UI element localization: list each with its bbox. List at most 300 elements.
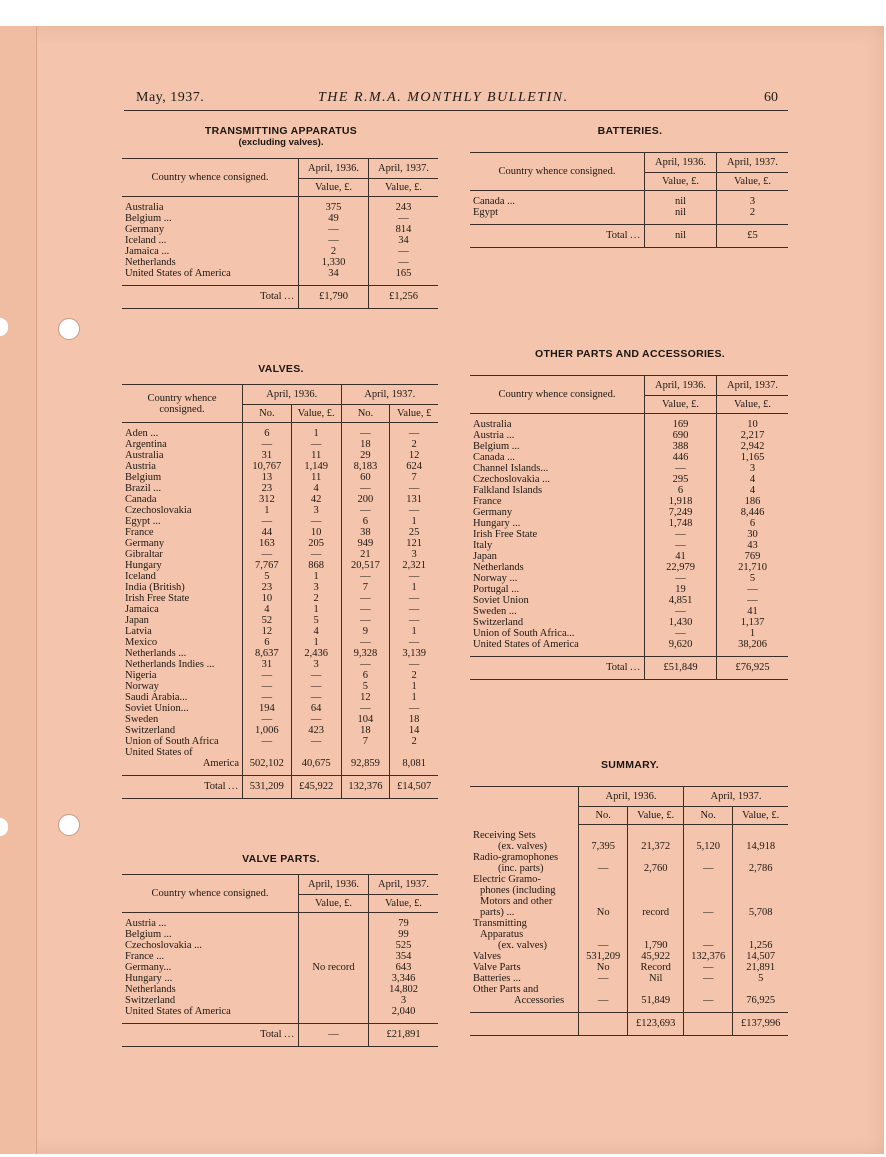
no-1936: 312 <box>243 494 292 505</box>
total-1936: £51,849 <box>645 657 717 680</box>
country-name: Norway ... <box>473 573 518 584</box>
country-header: Country whence consigned. <box>122 159 299 197</box>
value-1937: 8,081 <box>390 758 438 776</box>
april-1936-header: April, 1936. <box>645 376 717 396</box>
value-1936: 1 <box>291 571 341 582</box>
value-1937: 4 <box>717 474 788 485</box>
no-1937: 132,376 <box>684 951 733 962</box>
april-1937-header: April, 1937. <box>369 875 438 895</box>
category-label: Apparatus <box>480 928 524 940</box>
value-1937: 1,137 <box>717 617 788 628</box>
country-header <box>122 385 243 423</box>
value-1937: 8,446 <box>717 507 788 518</box>
no-header: No. <box>684 807 733 825</box>
table-row <box>122 962 438 973</box>
value-1937: 14,918 <box>733 841 788 852</box>
country-name: Hungary ... <box>125 973 173 984</box>
value-header: Value, £. <box>628 807 684 825</box>
country-name: Union of South Africa... <box>473 628 575 639</box>
value-1936: 9,620 <box>645 639 717 657</box>
country-name: Australia <box>125 450 164 461</box>
value-1936: — <box>299 235 369 246</box>
april-1937-header: April, 1937. <box>717 153 788 173</box>
no-1936: 13 <box>243 472 292 483</box>
country-name: Australia <box>473 419 512 430</box>
total-1936: — <box>299 1024 369 1047</box>
country-name: Japan <box>473 551 497 562</box>
value-1937: 6 <box>717 518 788 529</box>
category-label: Motors and other <box>480 895 553 907</box>
country-name: Czechoslovakia <box>125 505 192 516</box>
value-1936: 1,430 <box>645 617 717 628</box>
total-1937: £1,256 <box>369 286 438 309</box>
value-1937: 624 <box>390 461 438 472</box>
no-1937: 7 <box>341 736 390 747</box>
total-value-1937: £137,996 <box>733 1012 788 1035</box>
no-1936: 163 <box>243 538 292 549</box>
valves-table <box>122 384 438 799</box>
no-1937: 18 <box>341 439 390 450</box>
country-name: Sweden <box>125 714 159 725</box>
value-1937: 3 <box>717 191 788 208</box>
value-1936: — <box>299 224 369 235</box>
table-row <box>122 246 438 257</box>
value-1937: 34 <box>369 235 438 246</box>
table-row <box>470 918 788 929</box>
country-name: France ... <box>125 951 165 962</box>
country-name: Egypt ... <box>125 516 161 527</box>
no-1937: 21 <box>341 549 390 560</box>
table-row <box>470 496 788 507</box>
total-1936: nil <box>645 225 717 248</box>
no-1936: — <box>579 995 628 1013</box>
category-label: parts) ... <box>480 906 515 918</box>
table-row <box>470 852 788 863</box>
value-1937: 3 <box>369 995 438 1006</box>
transmitting-table <box>122 158 438 309</box>
value-1937: 14,802 <box>369 984 438 995</box>
table-row <box>122 758 438 776</box>
total-1937: £21,891 <box>369 1024 438 1047</box>
no-1937: — <box>341 505 390 516</box>
valves-title: VALVES. <box>258 363 304 375</box>
no-1937: — <box>684 907 733 918</box>
total-label: Total <box>204 781 226 792</box>
no-1937: — <box>684 940 733 951</box>
april-1937-header: April, 1937. <box>717 376 788 396</box>
value-1937: 131 <box>390 494 438 505</box>
table-row <box>470 874 788 885</box>
no-1937: — <box>684 863 733 874</box>
value-1937: 5 <box>733 973 788 984</box>
value-1936: — <box>291 439 341 450</box>
table-row <box>470 507 788 518</box>
country-header: Country whence consigned. <box>122 875 299 913</box>
value-header: Value, £. <box>645 173 717 191</box>
no-1936: — <box>579 863 628 874</box>
country-name: Argentina <box>125 439 167 450</box>
value-1937: 99 <box>369 929 438 940</box>
value-header: Value, £. <box>717 173 788 191</box>
category-label: (inc. parts) <box>498 862 544 874</box>
value-1936: Nil <box>628 973 684 984</box>
no-1936: — <box>243 714 292 725</box>
total-1937: £5 <box>717 225 788 248</box>
value-1936: — <box>645 606 717 617</box>
no-1937: 92,859 <box>341 758 390 776</box>
no-record-note: No record <box>299 962 369 973</box>
value-1936: 6 <box>645 485 717 496</box>
country-name: Hungary <box>125 560 162 571</box>
value-1937: — <box>369 246 438 257</box>
value-1937: 1 <box>390 516 438 527</box>
value-header: Value, £. <box>291 405 341 423</box>
table-row <box>470 430 788 441</box>
total-label: Total <box>260 291 282 302</box>
value-header: Value, £. <box>369 895 438 913</box>
table-row <box>470 207 788 225</box>
april-1936-header: April, 1936. <box>645 153 717 173</box>
no-1936: — <box>243 549 292 560</box>
value-1937: 769 <box>717 551 788 562</box>
no-1937: 29 <box>341 450 390 461</box>
category-label: Valve Parts <box>473 961 521 973</box>
value-1936: 41 <box>645 551 717 562</box>
no-1937: — <box>684 962 733 973</box>
value-1936: — <box>291 681 341 692</box>
table-row <box>122 571 438 582</box>
table-row <box>470 984 788 995</box>
country-name: Czechoslovakia ... <box>473 474 550 485</box>
category-label: Transmitting <box>473 917 527 929</box>
country-header-line2: consigned. <box>159 403 205 415</box>
no-header: No. <box>579 807 628 825</box>
valve-parts-title: VALVE PARTS. <box>242 853 320 865</box>
value-1937: 2 <box>717 207 788 225</box>
total-row: Total ... nil £5 <box>470 225 788 248</box>
table-row <box>470 606 788 617</box>
table-row-continued <box>470 929 788 940</box>
page-number: 60 <box>764 90 778 105</box>
value-header: Value, £. <box>369 179 438 197</box>
value-1937: — <box>390 423 438 440</box>
no-1937: — <box>341 604 390 615</box>
no-1936: 194 <box>243 703 292 714</box>
table-row <box>470 414 788 431</box>
april-1937-header: April, 1937. <box>369 159 438 179</box>
no-1937: 6 <box>341 516 390 527</box>
table-row <box>122 268 438 286</box>
value-1937: 1 <box>390 582 438 593</box>
value-1937: 2 <box>390 736 438 747</box>
category-label: Valves <box>473 950 501 962</box>
value-1937: — <box>717 595 788 606</box>
total-row: Total ... 531,209 £45,922 132,376 £14,507 <box>122 776 438 799</box>
value-1936: — <box>291 670 341 681</box>
no-1936: — <box>243 670 292 681</box>
no-1936: 31 <box>243 659 292 670</box>
no-1937: 20,517 <box>341 560 390 571</box>
value-1937: 79 <box>369 913 438 930</box>
table-row-continued <box>470 885 788 896</box>
value-1936: 446 <box>645 452 717 463</box>
value-header: Value, £. <box>733 807 788 825</box>
value-1937: — <box>390 615 438 626</box>
value-1937: — <box>369 213 438 224</box>
table-row <box>122 626 438 637</box>
table-row <box>122 224 438 235</box>
table-row <box>470 595 788 606</box>
total-row: Total ... — £21,891 <box>122 1024 438 1047</box>
table-row <box>470 518 788 529</box>
country-name: Canada ... <box>473 452 515 463</box>
no-1936: 12 <box>243 626 292 637</box>
table-row <box>470 617 788 628</box>
value-1936: — <box>291 736 341 747</box>
table-row <box>122 593 438 604</box>
no-header: No. <box>243 405 292 423</box>
table-row <box>122 461 438 472</box>
value-1937: 2 <box>390 439 438 450</box>
country-name: France <box>473 496 502 507</box>
table-row <box>122 1006 438 1024</box>
value-1936: 64 <box>291 703 341 714</box>
table-row <box>122 670 438 681</box>
category-label: Other Parts and <box>473 983 539 995</box>
value-1937: — <box>390 604 438 615</box>
country-name: Italy <box>473 540 493 551</box>
table-row <box>122 527 438 538</box>
value-1937: 41 <box>717 606 788 617</box>
country-name: Netherlands <box>125 257 176 268</box>
value-1936: — <box>645 573 717 584</box>
value-1936: 11 <box>291 472 341 483</box>
table-row <box>470 441 788 452</box>
table-row <box>470 825 788 841</box>
no-1937: 6 <box>341 670 390 681</box>
table-row <box>122 549 438 560</box>
no-1936: — <box>243 439 292 450</box>
country-name: Austria ... <box>473 430 515 441</box>
country-name: Switzerland <box>125 995 176 1006</box>
value-1937: 38,206 <box>717 639 788 657</box>
no-1937: — <box>341 703 390 714</box>
country-name: United States of <box>125 747 193 758</box>
punch-hole <box>58 814 80 836</box>
no-1937: 12 <box>341 692 390 703</box>
value-1936: — <box>645 628 717 639</box>
value-1936: 1,748 <box>645 518 717 529</box>
country-name: Iceland <box>125 571 156 582</box>
table-row <box>470 529 788 540</box>
table-row-continued <box>470 940 788 951</box>
table-row <box>122 648 438 659</box>
no-1936: 502,102 <box>243 758 292 776</box>
value-1936: — <box>645 463 717 474</box>
table-row <box>122 582 438 593</box>
value-header: Value, £ <box>390 405 438 423</box>
country-name: United States of America <box>125 1006 231 1017</box>
country-name: Soviet Union... <box>125 703 189 714</box>
table-row-continued <box>470 863 788 874</box>
country-name: Belgium ... <box>473 441 520 452</box>
value-1936: nil <box>645 191 717 208</box>
april-1936-header: April, 1936. <box>579 787 684 807</box>
table-row <box>122 913 438 930</box>
value-1937: 243 <box>369 197 438 214</box>
country-name: Japan <box>125 615 149 626</box>
no-1937: 9,328 <box>341 648 390 659</box>
value-1936: — <box>645 540 717 551</box>
value-1937: — <box>390 637 438 648</box>
country-name: Nigeria <box>125 670 157 681</box>
no-1937: — <box>341 483 390 494</box>
value-1937: — <box>390 505 438 516</box>
value-1936: 1,149 <box>291 461 341 472</box>
value-1936: 34 <box>299 268 369 286</box>
value-1937: 3 <box>717 463 788 474</box>
no-1937: 38 <box>341 527 390 538</box>
value-1937: 43 <box>717 540 788 551</box>
country-name: Switzerland <box>473 617 524 628</box>
value-1936: 1,790 <box>628 940 684 951</box>
value-1936: 1 <box>291 637 341 648</box>
country-name: Belgium <box>125 472 162 483</box>
value-1936: 1,330 <box>299 257 369 268</box>
no-1936: 7,395 <box>579 841 628 852</box>
country-name: Norway <box>125 681 159 692</box>
no-1936: — <box>243 692 292 703</box>
value-1936: — <box>291 714 341 725</box>
country-header-line1: Country whence <box>147 392 217 404</box>
value-1937: 2,040 <box>369 1006 438 1024</box>
value-1936: 868 <box>291 560 341 571</box>
table-row <box>122 747 438 758</box>
total-label: Total <box>260 1029 282 1040</box>
value-1936: — <box>291 692 341 703</box>
table-row <box>122 725 438 736</box>
value-1936: 388 <box>645 441 717 452</box>
no-1937: 9 <box>341 626 390 637</box>
value-1937: 3 <box>390 549 438 560</box>
table-row <box>470 562 788 573</box>
table-row <box>122 736 438 747</box>
no-1936: — <box>579 940 628 951</box>
country-name: Australia <box>125 202 164 213</box>
table-row <box>470 573 788 584</box>
table-row <box>470 639 788 657</box>
value-1936: — <box>291 549 341 560</box>
country-name: Austria <box>125 461 156 472</box>
value-1937: 186 <box>717 496 788 507</box>
table-row <box>470 191 788 208</box>
country-name: Irish Free State <box>473 529 538 540</box>
value-1937: 1,165 <box>717 452 788 463</box>
table-row <box>470 485 788 496</box>
table-row <box>122 213 438 224</box>
country-name: Iceland ... <box>125 235 167 246</box>
table-row <box>122 615 438 626</box>
table-row <box>122 940 438 951</box>
value-1936: record <box>628 907 684 918</box>
no-1937: 18 <box>341 725 390 736</box>
no-1936: 10 <box>243 593 292 604</box>
value-1936: nil <box>645 207 717 225</box>
no-1936: 44 <box>243 527 292 538</box>
table-row <box>470 463 788 474</box>
total-value-1936: £123,693 <box>628 1012 684 1035</box>
country-name: Falkland Islands <box>473 485 543 496</box>
value-header: Value, £. <box>645 396 717 414</box>
country-name: Soviet Union <box>473 595 529 606</box>
value-1937: 4 <box>717 485 788 496</box>
value-1937: 12 <box>390 450 438 461</box>
value-1937: 121 <box>390 538 438 549</box>
table-row <box>122 560 438 571</box>
total-row: Total ... £1,790 £1,256 <box>122 286 438 309</box>
no-1936: 8,637 <box>243 648 292 659</box>
value-1937: — <box>390 703 438 714</box>
category-label: Batteries ... <box>473 972 521 984</box>
value-1937: 814 <box>369 224 438 235</box>
no-1937: — <box>341 615 390 626</box>
valve-parts-table <box>122 874 438 1047</box>
value-1937: — <box>390 659 438 670</box>
country-name: Mexico <box>125 637 158 648</box>
value-1937: 1 <box>390 626 438 637</box>
country-name: Czechoslovakia ... <box>125 940 202 951</box>
country-name: Aden ... <box>125 428 159 439</box>
value-1936: 423 <box>291 725 341 736</box>
country-name: Germany... <box>125 962 172 973</box>
value-1936: 169 <box>645 414 717 431</box>
value-1936: 2,760 <box>628 863 684 874</box>
table-row <box>122 692 438 703</box>
country-name: United States of America <box>125 268 231 279</box>
table-row <box>470 973 788 984</box>
table-row <box>122 995 438 1006</box>
total-1936: £1,790 <box>299 286 369 309</box>
value-1936: 21,372 <box>628 841 684 852</box>
no-1936: — <box>243 516 292 527</box>
value-1937: 1 <box>717 628 788 639</box>
summary-table <box>470 786 788 1036</box>
april-1936-header: April, 1936. <box>299 875 369 895</box>
value-1936: 375 <box>299 197 369 214</box>
no-1937: — <box>341 659 390 670</box>
value-1936: 4,851 <box>645 595 717 606</box>
value-1936: 10 <box>291 527 341 538</box>
value-1937: 2,942 <box>717 441 788 452</box>
value-1937: 2,217 <box>717 430 788 441</box>
total-row: Total ... £51,849 £76,925 <box>470 657 788 680</box>
country-name: Brazil ... <box>125 483 162 494</box>
country-name: United States of America <box>473 639 579 650</box>
table-row-continued <box>470 896 788 907</box>
table-row <box>122 439 438 450</box>
country-name: Austria ... <box>125 918 167 929</box>
value-1936: 2 <box>299 246 369 257</box>
no-1936: 1,006 <box>243 725 292 736</box>
april-1937-header: April, 1937. <box>684 787 788 807</box>
no-1936: 31 <box>243 450 292 461</box>
table-row <box>122 703 438 714</box>
category-label: Receiving Sets <box>473 829 536 841</box>
value-header: Value, £. <box>299 895 369 913</box>
country-name: Egypt <box>473 207 499 218</box>
table-row <box>122 984 438 995</box>
value-1936: 19 <box>645 584 717 595</box>
